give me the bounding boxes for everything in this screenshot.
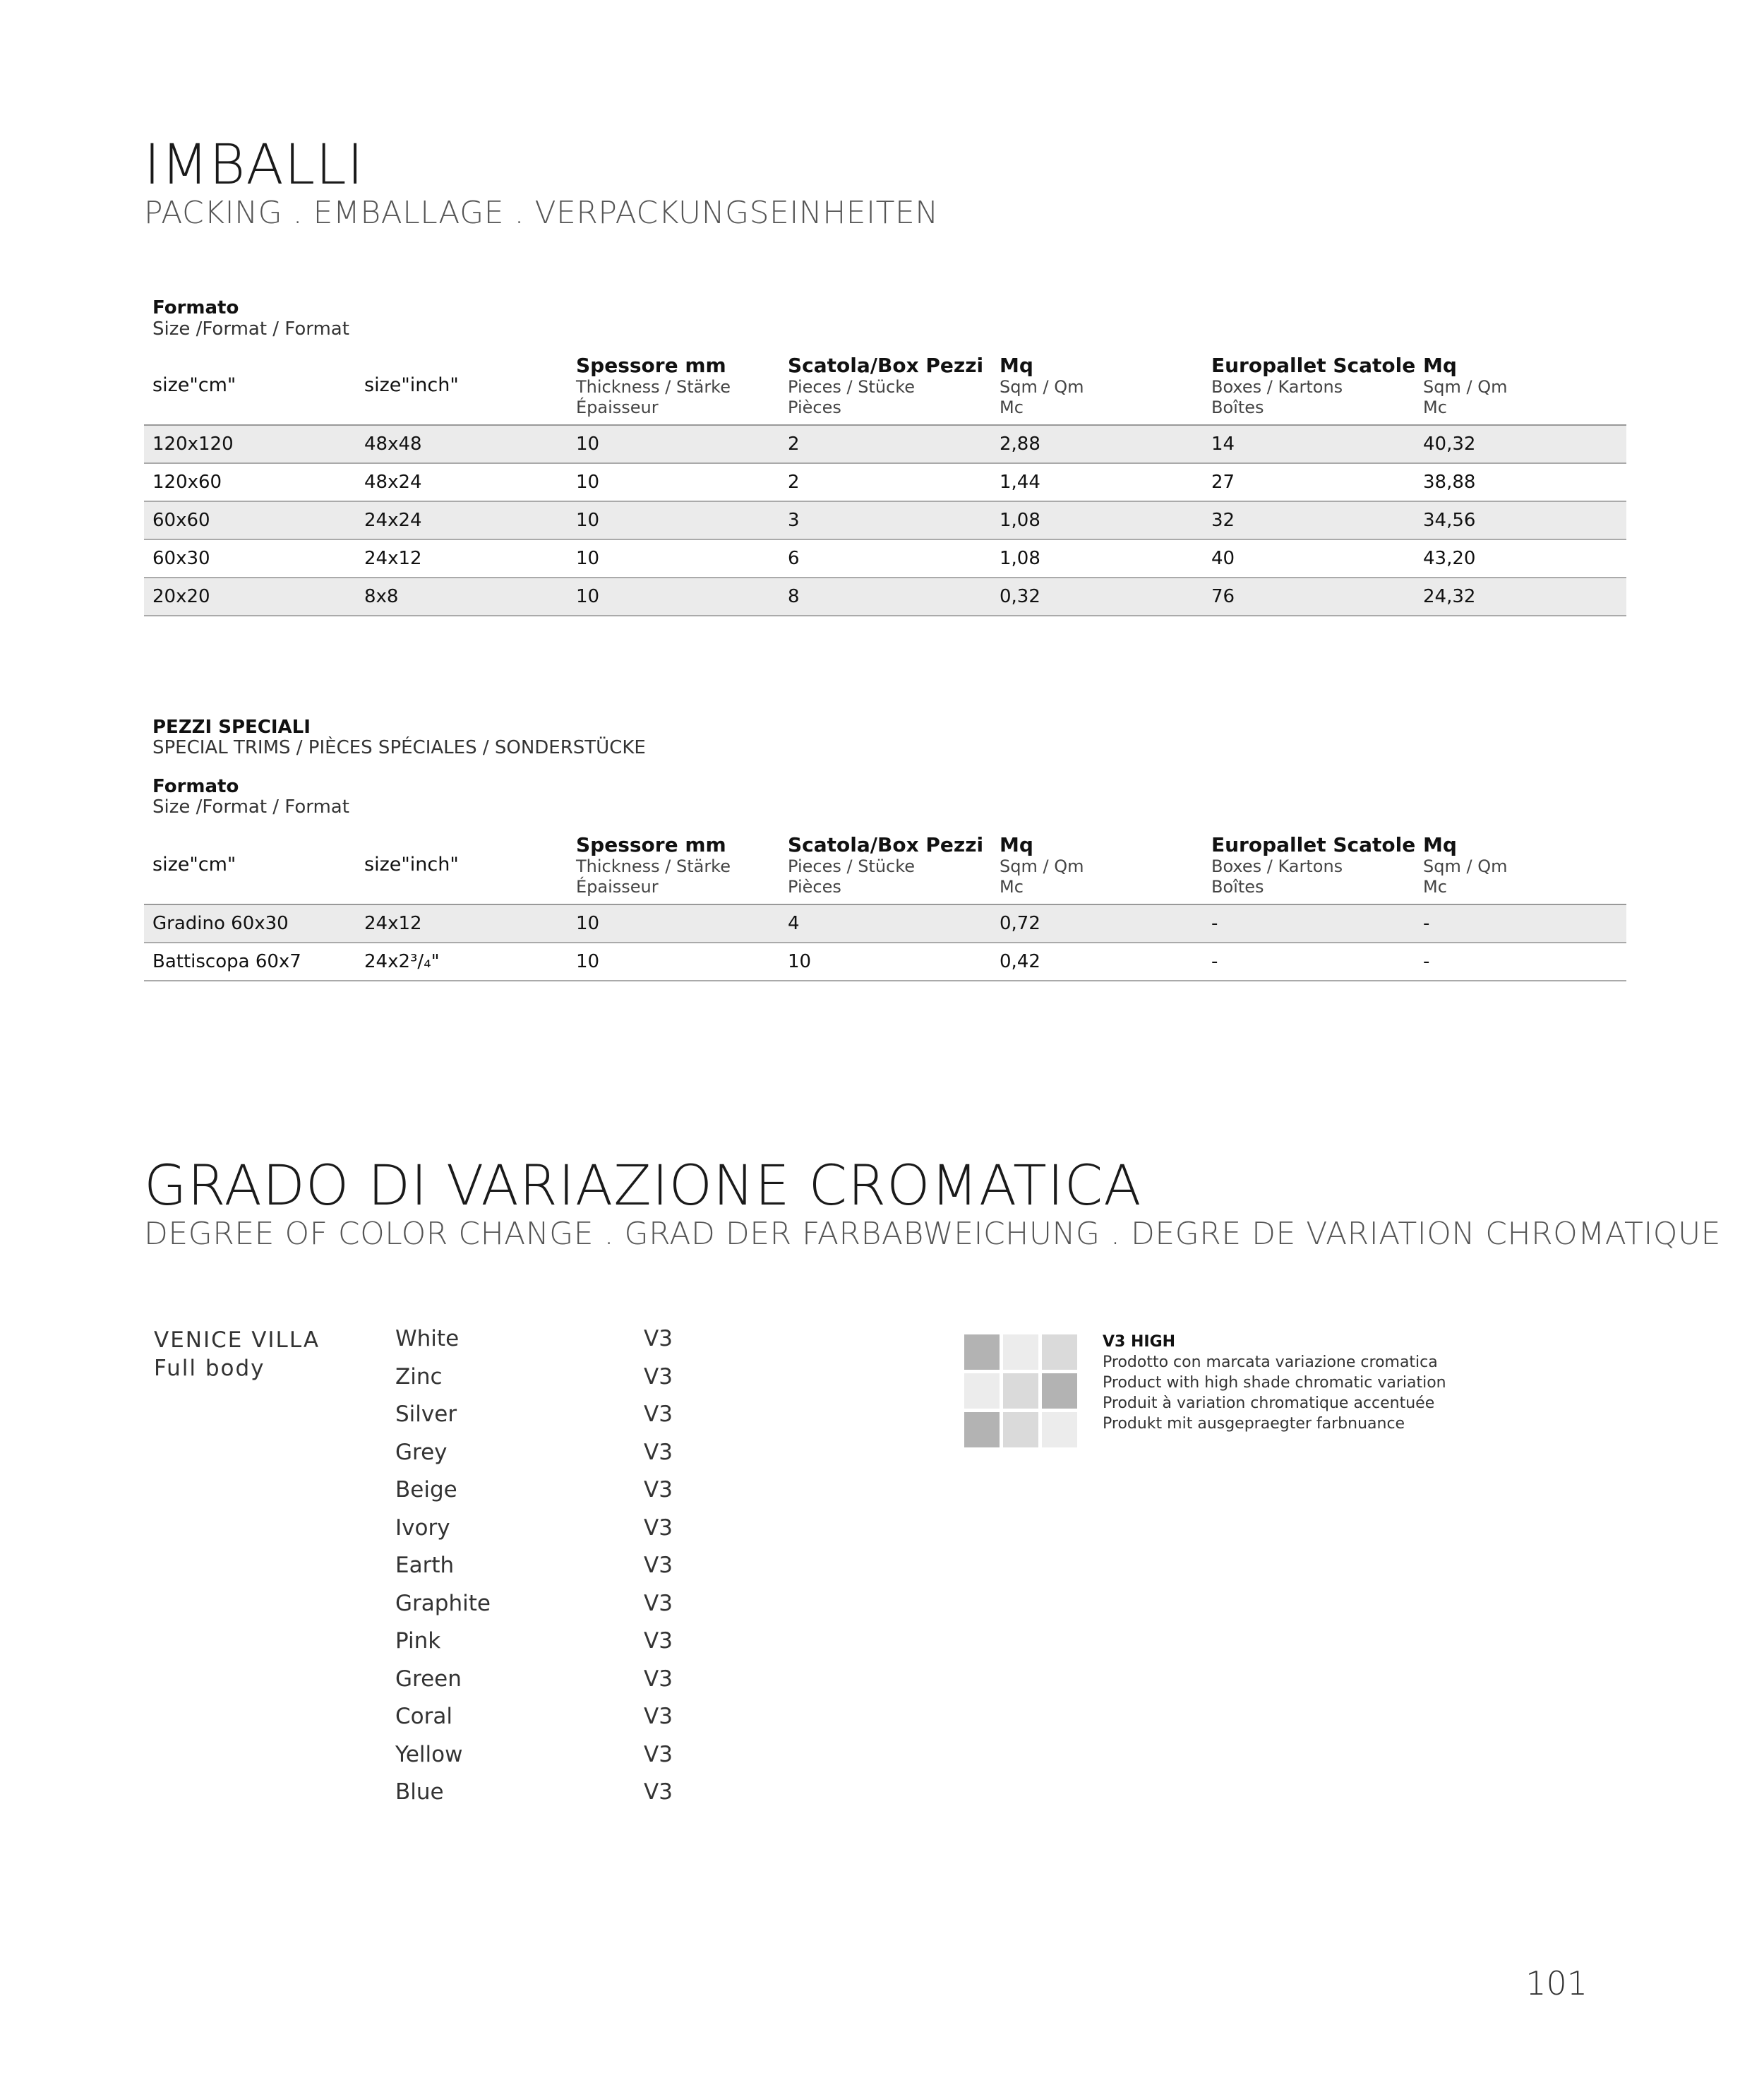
table-cell: 14 xyxy=(1203,425,1415,463)
header-pallet-boxes: Europallet Scatole Boxes / Kartons Boîtes xyxy=(1211,833,1416,897)
table-cell: 48x24 xyxy=(356,463,568,501)
color-name: Pink xyxy=(395,1628,441,1654)
table-cell: 0,32 xyxy=(991,578,1203,616)
color-variation-subtitle: DEGREE OF COLOR CHANGE . GRAD DER FARBABWEICHUNG . DEGRE DE VARIATION CHROMATIQUE xyxy=(144,1216,1721,1252)
table-cell: 34,56 xyxy=(1415,501,1626,539)
table-cell: 76 xyxy=(1203,578,1415,616)
trims-title: PEZZI SPECIALI xyxy=(152,717,311,738)
shade-swatch xyxy=(1042,1334,1077,1370)
shade-swatch xyxy=(1042,1373,1077,1409)
legend-line: Produkt mit ausgepraegter farbnuance xyxy=(1103,1415,1405,1433)
table-cell: 24x2³/₄" xyxy=(356,943,568,981)
table-cell: - xyxy=(1415,943,1626,981)
table-cell: 20x20 xyxy=(144,578,356,616)
table-cell: 3 xyxy=(779,501,991,539)
header-thickness: Spessore mm Thickness / Stärke Épaisseur xyxy=(576,833,731,897)
series-type: Full body xyxy=(154,1356,265,1381)
color-name: Zinc xyxy=(395,1363,443,1390)
table-cell: 1,08 xyxy=(991,501,1203,539)
color-grade: V3 xyxy=(644,1628,673,1654)
list-item xyxy=(395,1477,748,1515)
packing-table xyxy=(144,355,1626,616)
v3-legend xyxy=(1103,1332,1446,1434)
table-cell: 2 xyxy=(779,463,991,501)
header-size-cm: size"cm" xyxy=(152,854,236,876)
color-name: Ivory xyxy=(395,1515,450,1541)
table-cell: 40,32 xyxy=(1415,425,1626,463)
color-name: Silver xyxy=(395,1402,457,1427)
shade-swatch xyxy=(964,1373,1000,1409)
color-grade: V3 xyxy=(644,1439,673,1465)
table-cell: 60x30 xyxy=(144,539,356,578)
shade-swatch xyxy=(1003,1334,1038,1370)
color-name: Coral xyxy=(395,1704,452,1729)
table-cell: 2,88 xyxy=(991,425,1203,463)
legend-line: Product with high shade chromatic variation xyxy=(1103,1374,1446,1392)
table-cell: 120x120 xyxy=(144,425,356,463)
v3-shade-swatch-grid xyxy=(964,1334,1077,1447)
table-cell: - xyxy=(1203,943,1415,981)
table-cell: Gradino 60x30 xyxy=(144,904,356,943)
header-box-pieces: Scatola/Box Pezzi Pieces / Stücke Pièces xyxy=(788,833,984,897)
table-cell: 0,72 xyxy=(991,904,1203,943)
table-cell: 1,08 xyxy=(991,539,1203,578)
color-name: Blue xyxy=(395,1779,444,1805)
shade-swatch xyxy=(1003,1373,1038,1409)
color-grade: V3 xyxy=(644,1553,673,1578)
table-cell: 60x60 xyxy=(144,501,356,539)
header-box-sqm: Mq Sqm / Qm Mc xyxy=(1000,354,1084,417)
color-grade: V3 xyxy=(644,1704,673,1729)
list-item xyxy=(395,1440,748,1478)
table-cell: 120x60 xyxy=(144,463,356,501)
color-name: Green xyxy=(395,1666,462,1692)
color-grade: V3 xyxy=(644,1477,673,1502)
header-size-inch: size"inch" xyxy=(364,374,459,397)
table-cell: 38,88 xyxy=(1415,463,1626,501)
color-name: Earth xyxy=(395,1553,455,1578)
trims-header-row xyxy=(144,835,1626,904)
list-item xyxy=(395,1402,748,1440)
header-size-inch: size"inch" xyxy=(364,854,459,876)
color-name: Grey xyxy=(395,1439,448,1465)
table-cell: Battiscopa 60x7 xyxy=(144,943,356,981)
table-row xyxy=(144,425,1626,463)
table-cell: 40 xyxy=(1203,539,1415,578)
list-item xyxy=(395,1364,748,1402)
trims-subtitle: SPECIAL TRIMS / PIÈCES SPÉCIALES / SONDERSTÜCKE xyxy=(152,737,646,758)
color-name: White xyxy=(395,1326,460,1351)
header-pallet-sqm: Mq Sqm / Qm Mc xyxy=(1423,833,1508,897)
table-cell: 10 xyxy=(779,943,991,981)
packing-format-label: Formato xyxy=(152,297,239,318)
table-cell: 10 xyxy=(568,539,779,578)
color-name: Beige xyxy=(395,1477,457,1502)
table-row xyxy=(144,578,1626,616)
color-grade: V3 xyxy=(644,1363,673,1390)
color-variation-title: GRADO DI VARIAZIONE CROMATICA xyxy=(144,1154,1142,1218)
color-grade: V3 xyxy=(644,1741,673,1767)
table-cell: 8x8 xyxy=(356,578,568,616)
table-row xyxy=(144,943,1626,981)
packing-header-row xyxy=(144,355,1626,425)
packing-format-sub: Size /Format / Format xyxy=(152,318,349,340)
page-number: 101 xyxy=(1525,1964,1588,2002)
table-cell: 24x12 xyxy=(356,904,568,943)
table-cell: 10 xyxy=(568,904,779,943)
list-item xyxy=(395,1628,748,1666)
color-grade: V3 xyxy=(644,1779,673,1805)
shade-swatch xyxy=(964,1412,1000,1447)
header-size-cm: size"cm" xyxy=(152,374,236,397)
series-name: VENICE VILLA xyxy=(154,1327,320,1353)
trims-format-sub: Size /Format / Format xyxy=(152,796,349,818)
color-grade: V3 xyxy=(644,1590,673,1616)
color-list xyxy=(395,1326,748,1817)
color-grade: V3 xyxy=(644,1402,673,1427)
table-row xyxy=(144,463,1626,501)
table-cell: 6 xyxy=(779,539,991,578)
header-box-pieces: Scatola/Box Pezzi Pieces / Stücke Pièces xyxy=(788,354,984,417)
table-cell: 8 xyxy=(779,578,991,616)
trims-table xyxy=(144,835,1626,981)
trims-format-label: Formato xyxy=(152,776,239,797)
list-item xyxy=(395,1666,748,1704)
list-item xyxy=(395,1553,748,1591)
table-cell: 48x48 xyxy=(356,425,568,463)
table-cell: 43,20 xyxy=(1415,539,1626,578)
header-thickness: Spessore mm Thickness / Stärke Épaisseur xyxy=(576,354,731,417)
shade-swatch xyxy=(1042,1412,1077,1447)
list-item xyxy=(395,1515,748,1553)
header-pallet-boxes: Europallet Scatole Boxes / Kartons Boîtes xyxy=(1211,354,1416,417)
table-cell: 1,44 xyxy=(991,463,1203,501)
table-cell: 10 xyxy=(568,463,779,501)
shade-swatch xyxy=(1003,1412,1038,1447)
table-cell: 10 xyxy=(568,578,779,616)
table-row xyxy=(144,501,1626,539)
table-cell: - xyxy=(1415,904,1626,943)
legend-line: Produit à variation chromatique accentuée xyxy=(1103,1394,1435,1412)
table-cell: 10 xyxy=(568,425,779,463)
table-cell: 32 xyxy=(1203,501,1415,539)
table-cell: 24x12 xyxy=(356,539,568,578)
color-name: Graphite xyxy=(395,1590,491,1616)
color-name: Yellow xyxy=(395,1741,463,1767)
list-item xyxy=(395,1779,748,1817)
list-item xyxy=(395,1742,748,1780)
shade-swatch xyxy=(964,1334,1000,1370)
table-cell: 24x24 xyxy=(356,501,568,539)
list-item xyxy=(395,1704,748,1742)
header-pallet-sqm: Mq Sqm / Qm Mc xyxy=(1423,354,1508,417)
table-cell: 24,32 xyxy=(1415,578,1626,616)
legend-line: Prodotto con marcata variazione cromatica xyxy=(1103,1354,1438,1371)
packing-title: IMBALLI xyxy=(144,133,364,197)
table-cell: 2 xyxy=(779,425,991,463)
table-row xyxy=(144,904,1626,943)
list-item xyxy=(395,1326,748,1364)
packing-subtitle: PACKING . EMBALLAGE . VERPACKUNGSEINHEITEN xyxy=(144,195,939,231)
table-cell: - xyxy=(1203,904,1415,943)
table-row xyxy=(144,539,1626,578)
table-cell: 0,42 xyxy=(991,943,1203,981)
table-cell: 4 xyxy=(779,904,991,943)
table-cell: 10 xyxy=(568,943,779,981)
color-grade: V3 xyxy=(644,1326,673,1351)
legend-title: V3 HIGH xyxy=(1103,1333,1176,1351)
color-grade: V3 xyxy=(644,1666,673,1692)
header-box-sqm: Mq Sqm / Qm Mc xyxy=(1000,833,1084,897)
list-item xyxy=(395,1591,748,1629)
table-cell: 10 xyxy=(568,501,779,539)
table-cell: 27 xyxy=(1203,463,1415,501)
color-grade: V3 xyxy=(644,1515,673,1541)
